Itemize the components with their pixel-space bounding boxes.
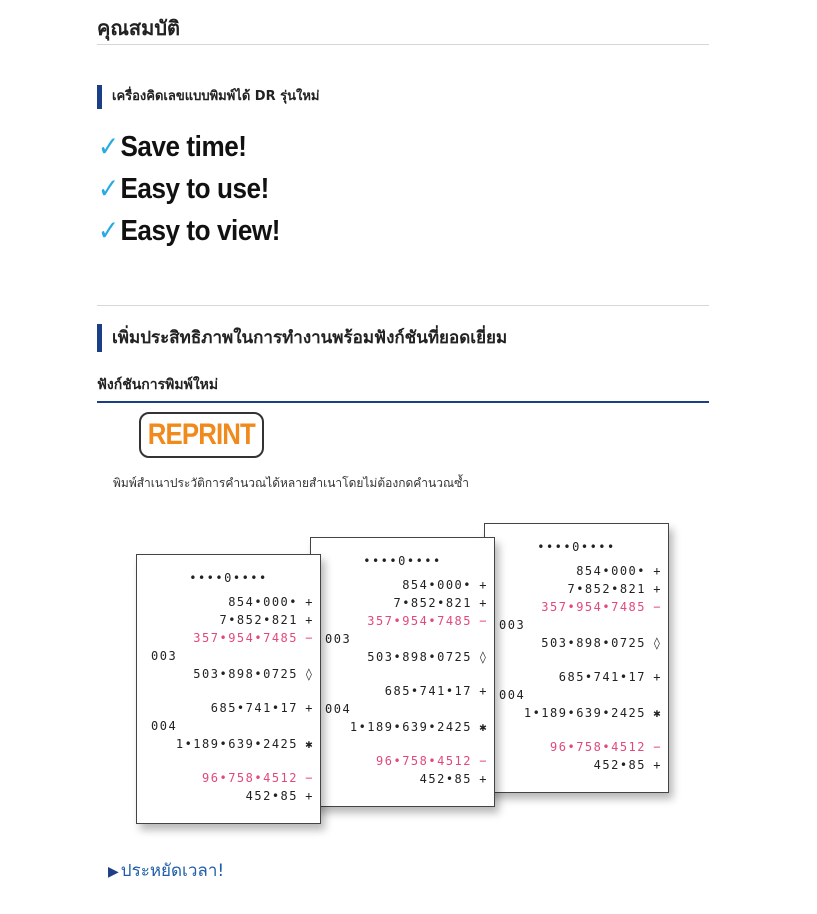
- receipt-line: [485, 634, 668, 652]
- receipt-line: [137, 611, 320, 629]
- receipt-value: 1•189•639•2425: [523, 706, 646, 720]
- receipt-value: 685•741•17: [210, 701, 298, 715]
- receipt-value: 96•758•4512: [550, 740, 646, 754]
- receipt-operator: −: [305, 631, 314, 645]
- benefit-text: Easy to use!: [120, 173, 269, 205]
- benefit-item: [98, 168, 280, 210]
- receipt-line: [137, 769, 320, 787]
- receipt-value: 357•954•7485: [193, 631, 298, 645]
- receipt-value: 685•741•17: [558, 670, 646, 684]
- receipt-header-text: ••••0••••: [189, 571, 268, 585]
- receipt-line: [137, 787, 320, 805]
- check-icon: ✓: [98, 173, 119, 204]
- save-time-link[interactable]: [108, 857, 224, 884]
- receipt-line: [485, 738, 668, 756]
- receipt-operator: +: [305, 595, 314, 609]
- receipt-header: [311, 552, 494, 570]
- reprint-button-label: REPRINT: [147, 418, 256, 451]
- receipt-line: [311, 630, 494, 648]
- receipt-line: [311, 700, 494, 718]
- receipt-copy: [484, 523, 669, 793]
- receipt-value: 452•85: [593, 758, 646, 772]
- receipt-operator: ◊: [479, 650, 488, 664]
- receipt-line: [311, 718, 494, 736]
- reprint-description: พิมพ์สำเนาประวัติการคำนวณได้หลายสำเนาโดยไม่ต้องกดคำนวณซ้ำ: [113, 476, 469, 490]
- receipt-count-label: 004: [151, 719, 178, 733]
- receipt-value: 1•189•639•2425: [349, 720, 472, 734]
- receipt-count-label: 004: [325, 702, 352, 716]
- receipt-operator: +: [305, 701, 314, 715]
- benefit-text: Easy to view!: [120, 215, 280, 247]
- receipt-value: 503•898•0725: [367, 650, 472, 664]
- receipt-operator: +: [305, 789, 314, 803]
- save-time-link-label: ประหยัดเวลา!: [120, 861, 225, 881]
- receipt-operator: ✱: [479, 720, 488, 734]
- receipt-line: [137, 699, 320, 717]
- receipt-operator: +: [653, 758, 662, 772]
- receipt-line: [311, 576, 494, 594]
- section-heading-dr-calculator: เครื่องคิดเลขแบบพิมพ์ได้ DR รุ่นใหม่: [97, 85, 320, 109]
- benefit-item: [98, 210, 280, 252]
- receipt-value: 96•758•4512: [376, 754, 472, 768]
- receipt-value: 503•898•0725: [193, 667, 298, 681]
- receipt-operator: +: [653, 564, 662, 578]
- receipt-value: 96•758•4512: [202, 771, 298, 785]
- receipt-operator: −: [479, 614, 488, 628]
- benefit-text: Save time!: [120, 131, 247, 163]
- check-icon: ✓: [98, 131, 119, 162]
- receipt-line: [485, 562, 668, 580]
- receipt-value: 7•852•821: [567, 582, 646, 596]
- receipt-line: [485, 598, 668, 616]
- receipt-operator: +: [479, 578, 488, 592]
- receipt-line: [311, 594, 494, 612]
- receipt-line: [137, 647, 320, 665]
- receipt-value: 7•852•821: [219, 613, 298, 627]
- receipt-operator: ◊: [305, 667, 314, 681]
- receipt-operator: +: [479, 772, 488, 786]
- receipt-line: [485, 756, 668, 774]
- receipt-header-text: ••••0••••: [537, 540, 616, 554]
- receipt-count-label: 003: [499, 618, 526, 632]
- receipt-header: [485, 538, 668, 556]
- receipt-operator: −: [653, 600, 662, 614]
- receipt-value: 503•898•0725: [541, 636, 646, 650]
- receipt-header-text: ••••0••••: [363, 554, 442, 568]
- section-heading-functions: เพิ่มประสิทธิภาพในการทำงานพร้อมฟังก์ชันที่ยอดเยี่ยม: [97, 324, 507, 352]
- receipt-value: 357•954•7485: [541, 600, 646, 614]
- title-divider: [97, 44, 709, 45]
- receipt-operator: +: [653, 670, 662, 684]
- receipt-operator: ✱: [305, 737, 314, 751]
- receipt-line: [485, 580, 668, 598]
- receipt-value: 357•954•7485: [367, 614, 472, 628]
- receipt-line: [137, 629, 320, 647]
- receipt-value: 854•000•: [228, 595, 298, 609]
- receipt-line: [485, 704, 668, 722]
- receipt-value: 854•000•: [402, 578, 472, 592]
- receipt-value: 7•852•821: [393, 596, 472, 610]
- receipt-count-label: 004: [499, 688, 526, 702]
- receipt-copy: [310, 537, 495, 807]
- receipt-operator: −: [653, 740, 662, 754]
- receipt-value: 452•85: [419, 772, 472, 786]
- receipt-operator: +: [479, 684, 488, 698]
- check-icon: ✓: [98, 215, 119, 246]
- receipt-line: [485, 686, 668, 704]
- subheading-print-function: ฟังก์ชันการพิมพ์ใหม่: [97, 374, 709, 403]
- receipt-operator: +: [305, 613, 314, 627]
- receipt-line: [311, 682, 494, 700]
- receipt-value: 685•741•17: [384, 684, 472, 698]
- receipt-value: 1•189•639•2425: [175, 737, 298, 751]
- receipt-line: [137, 665, 320, 683]
- benefit-list: [98, 126, 300, 252]
- receipt-header: [137, 569, 320, 587]
- receipt-operator: +: [479, 596, 488, 610]
- receipt-line: [485, 668, 668, 686]
- receipt-count-label: 003: [151, 649, 178, 663]
- benefit-item: [98, 126, 280, 168]
- section-divider: [97, 305, 709, 306]
- receipt-operator: ✱: [653, 706, 662, 720]
- receipt-line: [137, 735, 320, 753]
- receipt-line: [311, 648, 494, 666]
- receipt-value: 452•85: [245, 789, 298, 803]
- receipt-line: [485, 616, 668, 634]
- receipt-operator: −: [479, 754, 488, 768]
- receipt-line: [311, 770, 494, 788]
- triangle-right-icon: ▶: [108, 864, 119, 880]
- receipt-copy: [136, 554, 321, 824]
- receipt-line: [311, 612, 494, 630]
- receipt-operator: −: [305, 771, 314, 785]
- receipt-line: [137, 593, 320, 611]
- reprint-button[interactable]: [139, 412, 264, 458]
- receipt-line: [137, 717, 320, 735]
- receipt-count-label: 003: [325, 632, 352, 646]
- page-title: คุณสมบัติ: [97, 16, 181, 40]
- receipt-operator: +: [653, 582, 662, 596]
- receipt-value: 854•000•: [576, 564, 646, 578]
- receipt-operator: ◊: [653, 636, 662, 650]
- receipt-line: [311, 752, 494, 770]
